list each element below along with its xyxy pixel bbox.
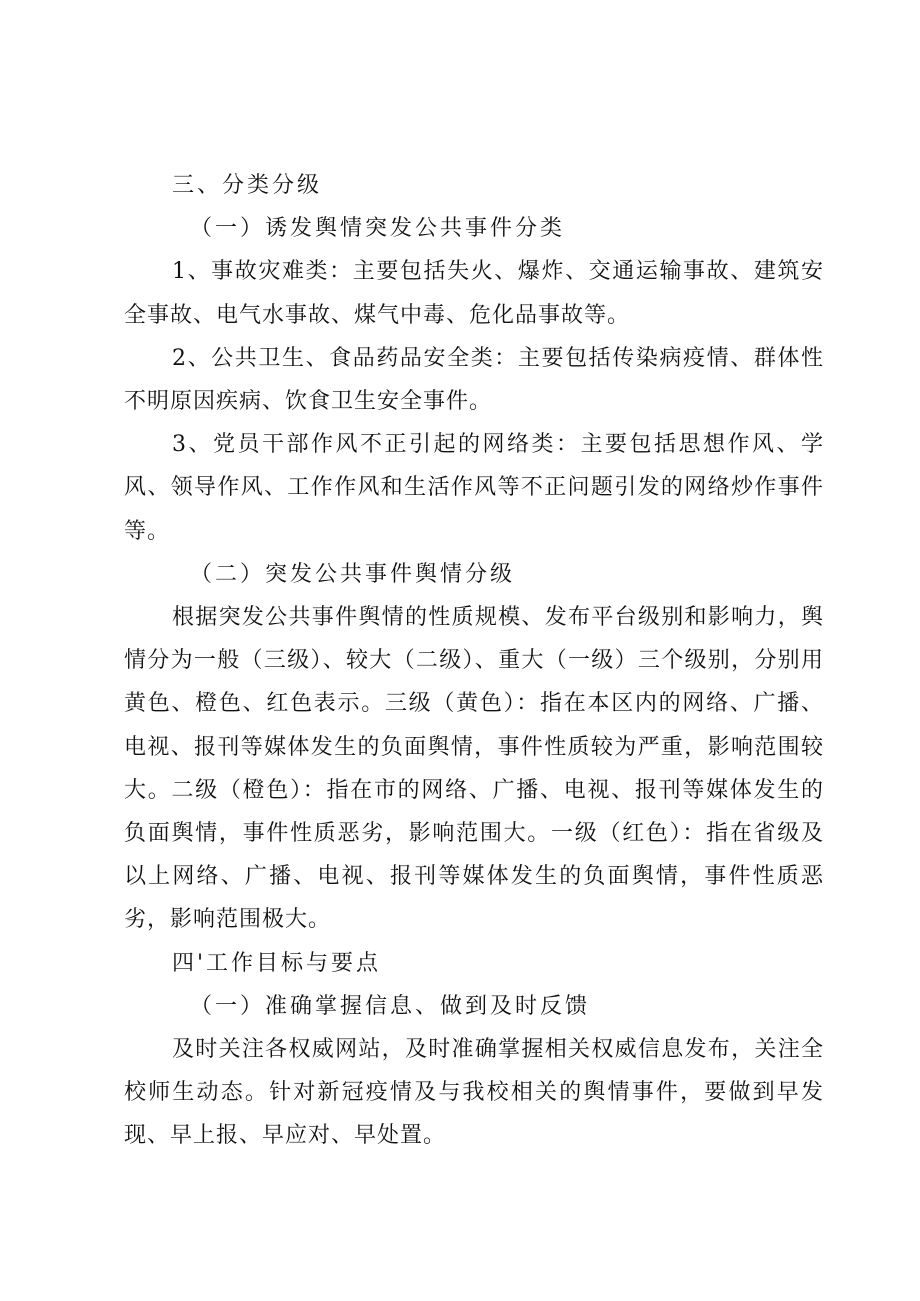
- category-item-3: 3、党员干部作风不正引起的网络类：主要包括思想作风、学风、领导作风、工作作风和生活作风等不正问题引发的网络炒作事件等。: [124, 432, 824, 544]
- section-3-heading: 三、分类分级: [172, 173, 323, 198]
- document-body: [124, 164, 824, 1158]
- section-3-2-heading: （二）突发公共事件舆情分级: [190, 561, 516, 587]
- section-4-1-heading: （一）准确掌握信息、做到及时反馈: [190, 993, 591, 1019]
- category-item-1: 1、事故灾难类：主要包括失火、爆炸、交通运输事故、建筑安全事故、电气水事故、煤气中毒、危化品事故等。: [124, 259, 824, 328]
- category-item-2: 2、公共卫生、食品药品安全类：主要包括传染病疫情、群体性不明原因疾病、饮食卫生安全事件。: [124, 345, 824, 415]
- section-3-1-heading: （一）诱发舆情突发公共事件分类: [190, 216, 566, 242]
- section-4-heading: 四'工作目标与要点: [172, 950, 382, 976]
- grading-paragraph: 根据突发公共事件舆情的性质规模、发布平台级别和影响力，舆情分为一般（三级）、较大（二级）、重大（一级）三个级别，分别用黄色、橙色、红色表示。三级（黄色）：指在本区内的网络、广播、电视、报刊等媒体发生的负面舆情，事件性质较为严重，影响范围较大。二级（橙色）：指在市的网络、广播、电视、报刊等媒体发生的负面舆情，事件性质恶劣，影响范围大。一级（红色）：指在省级及以上网络、广播、电视、报刊等媒体发生的负面舆情，事件性质恶劣，影响范围极大。: [124, 605, 824, 933]
- info-paragraph: 及时关注各权威网站，及时准确掌握相关权威信息发布，关注全校师生动态。针对新冠疫情及与我校相关的舆情事件，要做到早发现、早上报、早应对、早处置。: [124, 1037, 824, 1149]
